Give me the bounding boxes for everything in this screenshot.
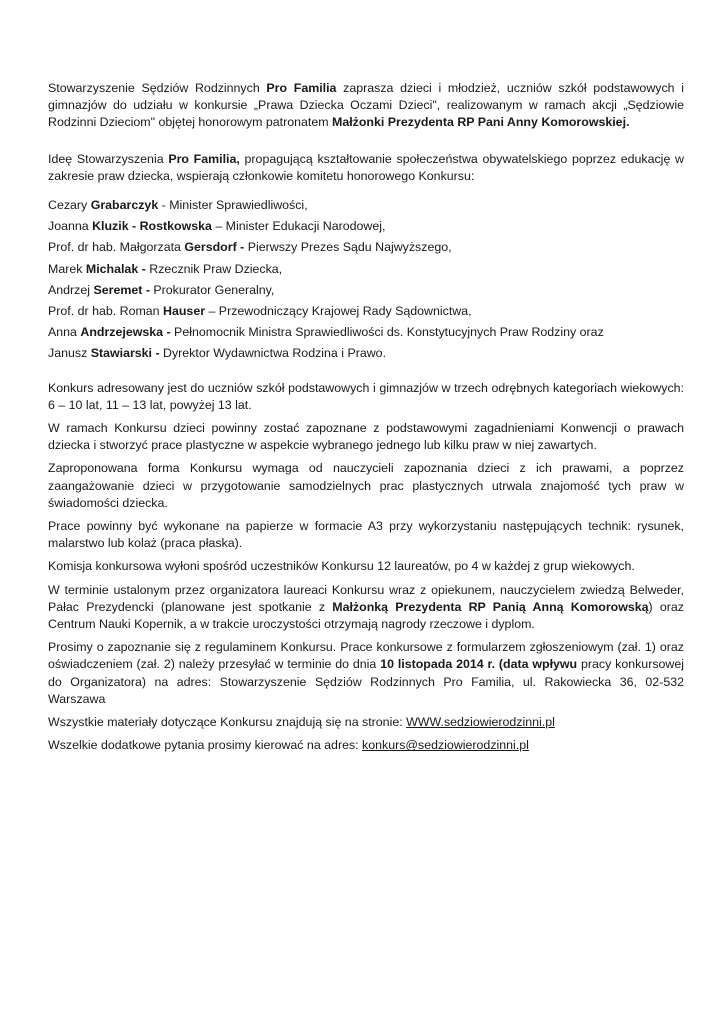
jury-paragraph: Komisja konkursowa wyłoni spośród uczestników Konkursu 12 laureatów, po 4 w każdej z grup wiekowych. <box>48 559 635 574</box>
committee-member: Janusz Stawiarski - Dyrektor Wydawnictwa Rodzina i Prawo. <box>48 346 387 361</box>
document-body <box>48 80 684 761</box>
patron-name: Małżonki Prezydenta RP Pani Anny Komorowskiej. <box>332 115 630 130</box>
idea-paragraph: Ideę Stowarzyszenia Pro Familia, propagującą kształtowanie społeczeństwa obywatelskiego poprzez edukację w zakresie praw dziecka, wspierają członkowie komitetu honorowego Konkursu: <box>48 151 684 183</box>
committee-member: Andrzej Seremet - Prokurator Generalny, <box>48 282 275 297</box>
addressed-paragraph: Konkurs adresowany jest do uczniów szkół podstawowych i gimnazjów w trzech odrębnych kategoriach wiekowych: 6 – 10 lat, 11 – 13 lat, powyżej 13 lat. <box>48 380 684 412</box>
deadline: 10 listopada 2014 r. (data wpływu <box>380 657 578 672</box>
email-link[interactable]: konkurs@sedziowierodzinni.pl <box>362 738 529 753</box>
questions-paragraph: Wszelkie dodatkowe pytania prosimy kierować na adres: konkurs@sedziowierodzinni.pl <box>48 738 529 753</box>
committee-member: Cezary Grabarczyk - Minister Sprawiedliwości, <box>48 198 308 213</box>
committee-member: Anna Andrzejewska - Pełnomocnik Ministra Sprawiedliwości ds. Konstytucyjnych Praw Rodziny oraz <box>48 325 604 340</box>
framework-paragraph: W ramach Konkursu dzieci powinny zostać zapoznane z podstawowymi zagadnieniami Konwencji o prawach dziecka i stworzyć prace plastyczne w aspekcie wybranego jednego lub kilku praw w niej zawartych. <box>48 421 684 453</box>
org-name: Pro Familia, <box>168 151 240 166</box>
form-paragraph: Zaproponowana forma Konkursu wymaga od nauczycieli zapoznania dzieci z ich prawami, a poprzez zaangażowanie dzieci w przygotowanie samodzielnych prac plastycznych utrwala znajomość tych praw w świadomości dziecka. <box>48 461 684 510</box>
visit-paragraph: W terminie ustalonym przez organizatora laureaci Konkursu wraz z opiekunem, nauczycielem zwiedzą Belweder, Pałac Prezydencki (planowane jest spotkanie z Małżonką Prezydenta RP Panią Anną Komorowską) oraz Centrum Nauki Kopernik, a w trakcie uroczystości otrzymają nagrody rzeczowe i dyplom. <box>48 582 684 632</box>
committee-member: Joanna Kluzik - Rostkowska – Minister Edukacji Narodowej, <box>48 219 386 234</box>
works-paragraph: Prace powinny być wykonane na papierze w formacie A3 przy wykorzystaniu następujących technik: rysunek, malarstwo lub kolaż (praca płaska). <box>48 519 684 551</box>
website-link[interactable]: WWW.sedziowierodzinni.pl <box>406 715 555 730</box>
committee-member: Prof. dr hab. Roman Hauser – Przewodniczący Krajowej Rady Sądownictwa, <box>48 304 472 319</box>
committee-member: Prof. dr hab. Małgorzata Gersdorf - Pierwszy Prezes Sądu Najwyższego, <box>48 240 452 255</box>
committee-member: Marek Michalak - Rzecznik Praw Dziecka, <box>48 261 283 276</box>
intro-paragraph: Stowarzyszenie Sędziów Rodzinnych Pro Familia zaprasza dzieci i młodzież, uczniów szkół podstawowych i gimnazjów do udziału w konkursie „Prawa Dziecka Oczami Dzieci", realizowanym w ramach akcji „Sędziowie Rodzinni Dzieciom" objętej honorowym patronatem Małżonki Prezydenta RP Pani Anny Komorowskiej. <box>48 81 684 130</box>
rules-paragraph: Prosimy o zapoznanie się z regulaminem Konkursu. Prace konkursowe z formularzem zgłoszeniowym (zał. 1) oraz oświadczeniem (zał. 2) należy przesyłać w terminie do dnia 10 listopada 2014 r. (data wpływu pracy konkursowej do Organizatora) na adres: Stowarzyszenie Sędziów Rodzinnych Pro Familia, ul. Rakowiecka 36, 02-532 Warszawa <box>48 640 684 706</box>
materials-paragraph: Wszystkie materiały dotyczące Konkursu znajdują się na stronie: WWW.sedziowierodzinni.pl <box>48 715 555 730</box>
org-name: Pro Familia <box>266 81 337 95</box>
